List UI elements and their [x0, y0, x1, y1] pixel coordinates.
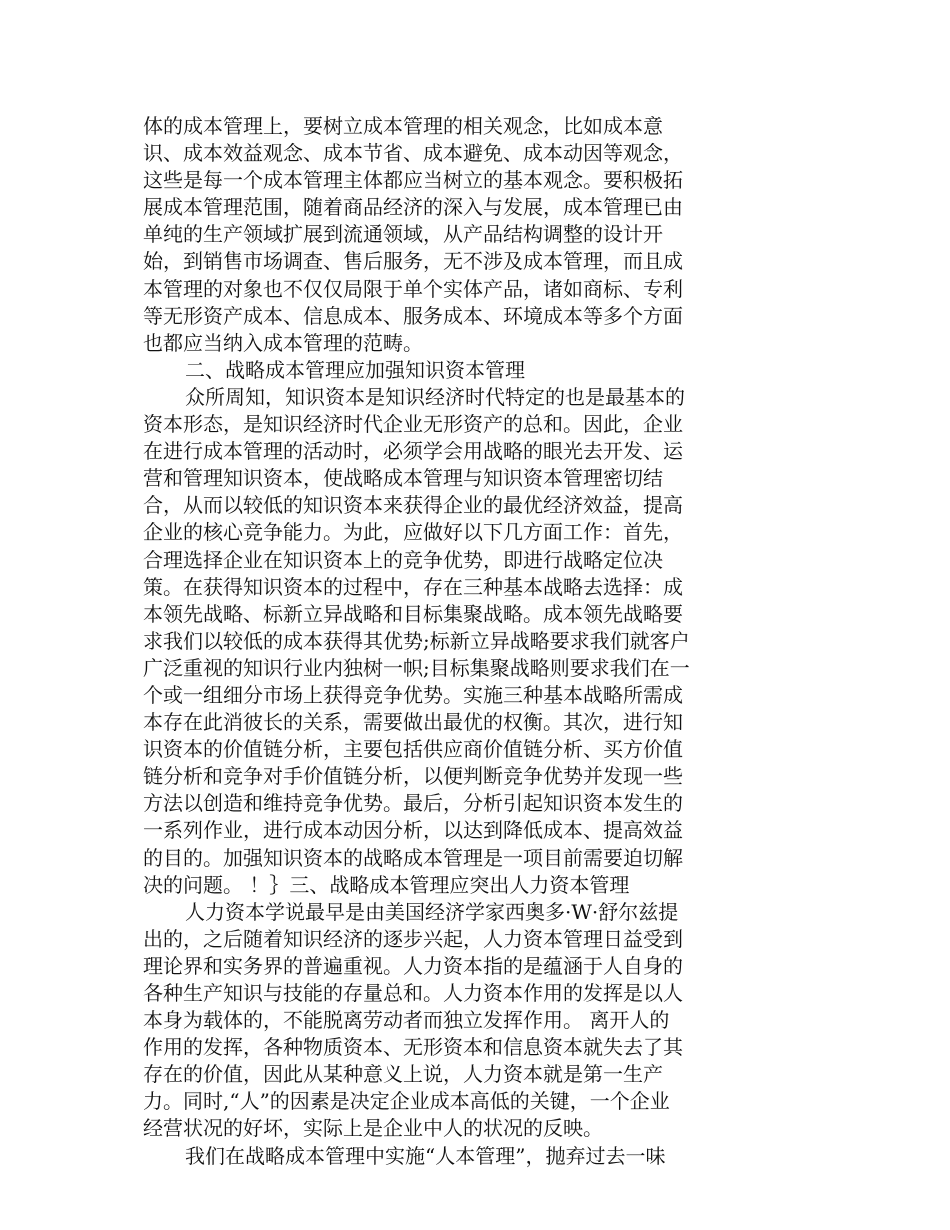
text-line: 也都应当纳入成本管理的范畴。	[143, 330, 423, 355]
text-line: 本身为载体的，不能脱离劳动者而独立发挥作用。 离开人的	[143, 1008, 670, 1033]
text-line: 理论界和实务界的普遍重视。人力资本指的是蕴涵于人自身的	[143, 953, 683, 978]
text-line: 存在的价值，因此从某种意义上说，人力资本就是第一生产	[143, 1062, 663, 1087]
text-line: 方法以创造和维持竞争优势。最后，分析引起知识资本发生的	[143, 791, 683, 816]
text-line: 合理选择企业在知识资本上的竞争优势，即进行战略定位决	[143, 547, 663, 572]
text-line: 人力资本学说最早是由美国经济学家西奥多·W·舒尔兹提	[185, 899, 679, 924]
text-line: 营和管理知识资本，使战略成本管理与知识资本管理密切结	[143, 466, 663, 491]
text-line: 企业的核心竞争能力。为此，应做好以下几方面工作：首先，	[143, 520, 683, 545]
text-line: 这些是每一个成本管理主体都应当树立的基本观念。要积极拓	[143, 168, 683, 193]
text-line: 合，从而以较低的知识资本来获得企业的最优经济效益，提高	[143, 493, 683, 518]
text-line: 决的问题。 ！｝三、战略成本管理应突出人力资本管理	[143, 872, 630, 897]
text-line: 我们在战略成本管理中实施“人本管理”，抛弃过去一味	[185, 1143, 666, 1168]
text-line: 出的，之后随着知识经济的逐步兴起，人力资本管理日益受到	[143, 926, 683, 951]
text-line: 展成本管理范围，随着商品经济的深入与发展，成本管理已由	[143, 195, 683, 220]
text-line: 链分析和竞争对手价值链分析，以便判断竞争优势并发现一些	[143, 764, 683, 789]
text-line: 体的成本管理上，要树立成本管理的相关观念，比如成本意	[143, 114, 663, 138]
text-line: 众所周知，知识资本是知识经济时代特定的也是最基本的	[185, 384, 685, 409]
text-line: 本领先战略、标新立异战略和目标集聚战略。成本领先战略要	[143, 601, 683, 626]
text-line: 个或一组细分市场上获得竞争优势。实施三种基本战略所需成	[143, 682, 683, 707]
text-line: 本存在此消彼长的关系，需要做出最优的权衡。其次，进行知	[143, 710, 683, 735]
text-line: 在进行成本管理的活动时，必须学会用战略的眼光去开发、运	[143, 439, 683, 464]
text-line: 的目的。加强知识资本的战略成本管理是一项目前需要迫切解	[143, 845, 683, 870]
text-line: 求我们以较低的成本获得其优势;标新立异战略要求我们就客户	[143, 628, 690, 653]
text-line: 本管理的对象也不仅仅局限于单个实体产品，诸如商标、专利	[143, 276, 683, 301]
text-line: 经营状况的好坏，实际上是企业中人的状况的反映。	[143, 1116, 603, 1141]
text-line: 二、战略成本管理应加强知识资本管理	[185, 357, 525, 382]
text-line: 始，到销售市场调查、售后服务，无不涉及成本管理，而且成	[143, 249, 683, 274]
text-line: 一系列作业，进行成本动因分析，以达到降低成本、提高效益	[143, 818, 683, 843]
text-line: 作用的发挥，各种物质资本、无形资本和信息资本就失去了其	[143, 1035, 683, 1060]
text-line: 策。在获得知识资本的过程中，存在三种基本战略去选择：成	[143, 574, 683, 599]
text-line: 单纯的生产领域扩展到流通领域，从产品结构调整的设计开	[143, 222, 663, 247]
text-line: 识资本的价值链分析，主要包括供应商价值链分析、买方价值	[143, 737, 683, 762]
text-line: 广泛重视的知识行业内独树一帜;目标集聚战略则要求我们在一	[143, 655, 690, 680]
text-line: 等无形资产成本、信息成本、服务成本、环境成本等多个方面	[143, 303, 683, 328]
text-line: 资本形态，是知识经济时代企业无形资产的总和。因此，企业	[143, 412, 683, 437]
text-line: 力。同时,“人”的因素是决定企业成本高低的关键，一个企业	[143, 1089, 670, 1114]
text-line: 识、成本效益观念、成本节省、成本避免、成本动因等观念，	[143, 141, 683, 166]
text-line: 各种生产知识与技能的存量总和。人力资本作用的发挥是以人	[143, 981, 683, 1005]
body-text	[143, 113, 743, 1170]
